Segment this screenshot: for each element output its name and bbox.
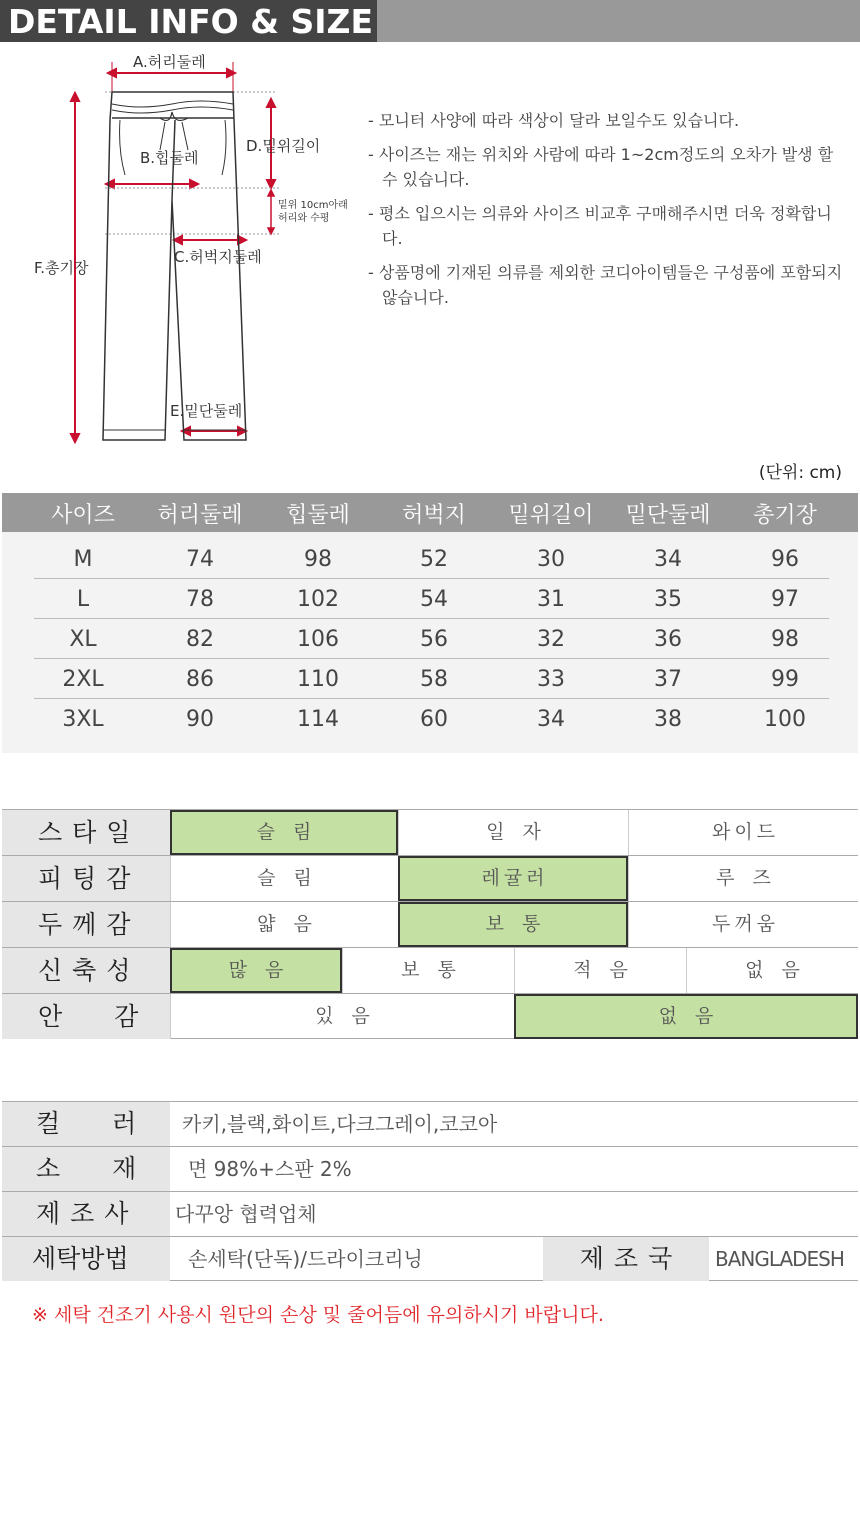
label-length: F.총기장	[34, 259, 89, 277]
attr-option: 적음	[514, 948, 686, 993]
header-cell: 허벅지	[402, 503, 466, 528]
table-cell: 98	[304, 547, 332, 572]
attr-label: 안감	[2, 994, 170, 1039]
table-cell: 37	[654, 667, 682, 692]
attr-option: 많음	[170, 948, 342, 993]
info-value: 카키,블랙,화이트,다크그레이,코코아	[182, 1112, 498, 1136]
attr-option: 얇음	[170, 902, 398, 947]
label-hip: B.힙둘레	[140, 149, 199, 167]
label-rise-note-1: 밑위 10cm아래	[278, 200, 348, 211]
table-cell: 82	[186, 627, 214, 652]
table-cell: 33	[537, 667, 565, 692]
table-cell: 106	[297, 627, 339, 652]
table-cell: 96	[771, 547, 799, 572]
table-cell: 3XL	[62, 707, 104, 732]
info-label: 제조사	[2, 1192, 170, 1236]
table-cell: 110	[297, 667, 339, 692]
attr-option: 보통	[398, 902, 628, 947]
attr-option: 없음	[514, 994, 858, 1039]
table-cell: 100	[764, 707, 806, 732]
table-cell: 56	[420, 627, 448, 652]
attr-option: 슬림	[170, 856, 398, 901]
table-cell: 90	[186, 707, 214, 732]
table-cell: XL	[69, 627, 97, 652]
info-label: 컬러	[2, 1102, 170, 1146]
note-item: - 상품명에 기재된 의류를 제외한 코디아이템들은 구성품에 포함되지 않습니다.	[368, 263, 843, 307]
table-cell: 31	[537, 587, 565, 612]
table-cell: 54	[420, 587, 448, 612]
info-value: 다꾸앙 협력업체	[175, 1202, 317, 1226]
unit-label: (단위: cm)	[758, 463, 842, 483]
attr-row-stretch	[2, 947, 858, 993]
table-cell: 52	[420, 547, 448, 572]
label-thigh: C.허벅지둘레	[174, 248, 262, 266]
table-cell: 36	[654, 627, 682, 652]
note-item: - 사이즈는 재는 위치와 사람에 따라 1~2cm정도의 오차가 발생 할 수 있습니다.	[368, 145, 834, 189]
info-value: BANGLADESH	[715, 1247, 844, 1271]
table-cell: 34	[654, 547, 682, 572]
attr-option: 슬림	[170, 810, 398, 855]
table-cell: 99	[771, 667, 799, 692]
table-cell: M	[73, 547, 93, 572]
size-table	[2, 493, 858, 753]
washing-warning: ※ 세탁 건조기 사용시 원단의 손상 및 줄어듬에 유의하시기 바랍니다.	[32, 1304, 604, 1326]
table-cell: 32	[537, 627, 565, 652]
pants-drawing	[0, 42, 340, 452]
header-cell: 밑단둘레	[625, 503, 711, 528]
label-hem: E.밑단둘레	[170, 402, 243, 420]
table-cell: 74	[186, 547, 214, 572]
size-diagram	[0, 42, 348, 452]
attr-option: 보통	[342, 948, 514, 993]
page-header	[0, 0, 860, 42]
attr-row-style	[2, 809, 858, 855]
info-label: 제조국	[543, 1237, 709, 1281]
header-cell: 허리둘레	[157, 503, 243, 528]
header-cell: 힙둘레	[286, 503, 350, 528]
size-table-header	[2, 493, 858, 532]
info-row-material	[2, 1146, 858, 1191]
attr-label: 신축성	[2, 948, 170, 993]
label-waist: A.허리둘레	[133, 53, 206, 71]
attr-label: 피팅감	[2, 856, 170, 901]
attr-option: 있음	[170, 994, 514, 1039]
table-row	[34, 539, 829, 579]
attr-option: 일자	[398, 810, 628, 855]
header-cell: 사이즈	[51, 503, 115, 528]
attr-label: 스타일	[2, 810, 170, 855]
label-rise-note-2: 허리와 수평	[278, 213, 330, 224]
attr-option: 루즈	[628, 856, 858, 901]
table-cell: 97	[771, 587, 799, 612]
table-row	[34, 699, 829, 739]
table-cell: 35	[654, 587, 682, 612]
table-cell: 30	[537, 547, 565, 572]
attr-label: 두께감	[2, 902, 170, 947]
table-row	[34, 619, 829, 659]
info-row-wash	[2, 1236, 858, 1281]
table-cell: 34	[537, 707, 565, 732]
table-cell: 38	[654, 707, 682, 732]
info-row-color	[2, 1101, 858, 1146]
table-row	[34, 659, 829, 699]
info-label: 세탁방법	[2, 1237, 170, 1281]
table-row	[34, 579, 829, 619]
attr-row-lining	[2, 993, 858, 1039]
label-rise: D.밑위길이	[246, 137, 321, 155]
table-cell: 98	[771, 627, 799, 652]
header-cell: 총기장	[753, 503, 817, 528]
attr-option: 와이드	[628, 810, 858, 855]
attr-option: 레귤러	[398, 856, 628, 901]
attr-row-fit	[2, 855, 858, 901]
note-item: - 모니터 사양에 따라 색상이 달라 보일수도 있습니다.	[368, 111, 740, 130]
page-title: DETAIL INFO & SIZE	[8, 2, 373, 41]
attr-option: 없음	[686, 948, 858, 993]
table-cell: 60	[420, 707, 448, 732]
table-cell: 78	[186, 587, 214, 612]
info-value: 면 98%+스판 2%	[188, 1157, 352, 1181]
info-row-maker	[2, 1191, 858, 1236]
attr-option: 두꺼움	[628, 902, 858, 947]
table-cell: 86	[186, 667, 214, 692]
notes-list	[368, 108, 848, 319]
header-cell: 밑위길이	[508, 503, 594, 528]
table-cell: 102	[297, 587, 339, 612]
info-label: 소재	[2, 1147, 170, 1191]
table-cell: 114	[297, 707, 339, 732]
info-value: 손세탁(단독)/드라이크리닝	[188, 1247, 423, 1271]
table-cell: L	[76, 587, 90, 612]
table-cell: 58	[420, 667, 448, 692]
table-cell: 2XL	[62, 667, 104, 692]
attr-row-thickness	[2, 901, 858, 947]
note-item: - 평소 입으시는 의류와 사이즈 비교후 구매해주시면 더욱 정확합니다.	[368, 204, 832, 248]
